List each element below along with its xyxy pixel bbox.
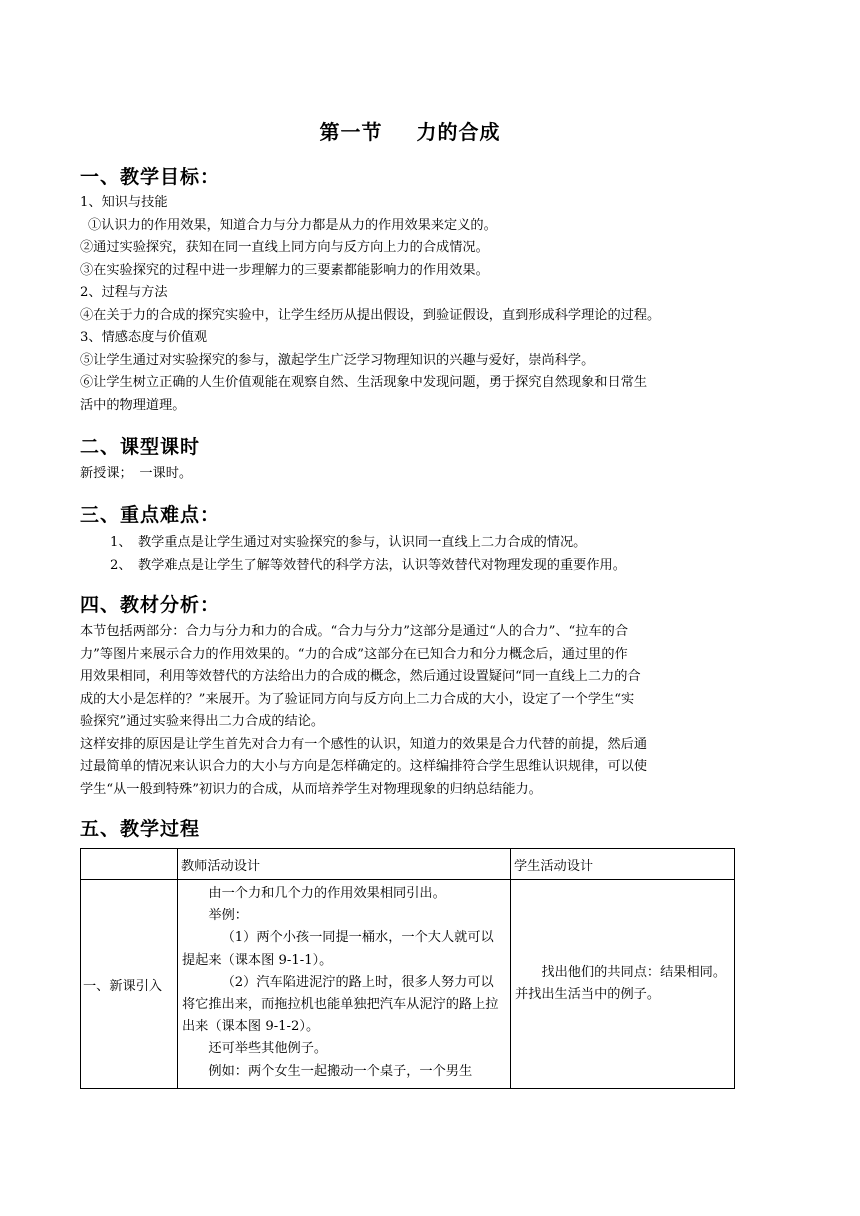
list-item-number: 1、: [110, 535, 132, 550]
header-cell-student: 学生活动设计: [511, 849, 735, 880]
analysis-line: 过最简单的情况来认识合力的大小与方向是怎样确定的。这样编排符合学生思维认识规律，可以使: [80, 759, 648, 774]
objective-line: ③在实验探究的过程中进一步理解力的三要素都能影响力的作用效果。: [80, 262, 489, 278]
objective-line: ⑤让学生通过对实验探究的参与，激起学生广泛学习物理知识的兴趣与爱好，崇尚科学。: [80, 352, 595, 368]
teacher-text: 例如：两个女生一起搬动一个桌子，一个男生: [208, 1063, 473, 1079]
analysis-line: 成的大小是怎样的？”来展开。为了验证同方向与反方向上二力合成的大小，设定了一个学生“实: [80, 691, 635, 707]
teacher-text: （2）汽车陷进泥泞的路上时，很多人努力可以将它推出来，而拖拉机也能单独把汽车从泥泞的路上拉出来（课本图 9-1-2）。: [182, 974, 499, 1035]
key-difficulties-list: [80, 532, 732, 577]
heading-teaching-process: 五、教学过程: [80, 818, 201, 840]
heading-lesson-type: 二、课型课时: [80, 436, 201, 458]
heading-teaching-objectives: 一、教学目标：: [80, 166, 221, 188]
analysis-line: 本节包括两部分：合力与分力和力的合成。“合力与分力”这部分是通过“人的合力”、“拉车的合: [80, 624, 629, 639]
teacher-text: 还可举些其他例子。: [208, 1041, 328, 1057]
list-item-text: 教学难点是让学生了解等效替代的科学方法，认识等效替代对物理发现的重要作用。: [138, 557, 626, 573]
list-item: [80, 555, 732, 578]
teaching-process-table: [80, 848, 735, 1089]
stage-cell: 一、新课引入: [81, 880, 178, 1089]
student-text: 找出他们的共同点：结果相同。并找出生活当中的例子。: [515, 964, 727, 1002]
title-topic: 力的合成: [416, 120, 501, 144]
teacher-activity-cell: [178, 880, 511, 1089]
teacher-text: （1）两个小孩一同提一桶水，一个大人就可以提起来（课本图 9-1-1）。: [182, 930, 494, 968]
page-title: [0, 116, 820, 145]
student-activity-cell: [511, 880, 735, 1089]
analysis-line: 学生“从一般到特殊”初识力的合成，从而培养学生对物理现象的归纳总结能力。: [80, 781, 542, 797]
objective-line: 1、知识与技能: [80, 195, 168, 210]
analysis-line: 用效果相同，利用等效替代的方法给出力的合成的概念，然后通过设置疑问“同一直线上二力的合: [80, 669, 641, 684]
objective-line: 3、情感态度与价值观: [80, 330, 208, 345]
table-row: [81, 880, 735, 1089]
objective-line: 活中的物理道理。: [80, 397, 186, 413]
table-header-row: [81, 849, 735, 880]
objective-line: ④在关于力的合成的探究实验中，让学生经历从提出假设，到验证假设，直到形成科学理论的过程。: [80, 307, 661, 323]
title-section-number: 第一节: [319, 120, 383, 144]
list-item-text: 教学重点是让学生通过对实验探究的参与，认识同一直线上二力合成的情况。: [138, 535, 587, 550]
heading-material-analysis: 四、教材分析：: [80, 594, 221, 616]
teacher-text: 举例：: [208, 908, 248, 924]
header-cell-empty: [81, 849, 178, 880]
objectives-body: [80, 192, 732, 417]
material-analysis-body: [80, 621, 732, 801]
objective-line: ①认识力的作用效果，知道合力与分力都是从力的作用效果来定义的。: [88, 217, 497, 233]
objective-line: ②通过实验探究，获知在同一直线上同方向与反方向上力的合成情况。: [80, 240, 489, 255]
heading-key-difficulties: 三、重点难点：: [80, 504, 221, 526]
lesson-type-text: 新授课； 一课时。: [80, 466, 193, 481]
objective-line: 2、过程与方法: [80, 285, 168, 300]
teacher-text: 由一个力和几个力的作用效果相同引出。: [208, 886, 446, 901]
analysis-line: 力”等图片来展示合力的作用效果的。“力的合成”这部分在已知合力和分力概念后，通过里的作: [80, 646, 628, 662]
header-cell-teacher: 教师活动设计: [178, 849, 511, 880]
list-item-number: 2、: [110, 557, 132, 573]
analysis-line: 验探究”通过实验来得出二力合成的结论。: [80, 714, 325, 729]
list-item: [80, 532, 732, 555]
objective-line: ⑥让学生树立正确的人生价值观能在观察自然、生活现象中发现问题，勇于探究自然现象和日常生: [80, 375, 648, 390]
analysis-line: 这样安排的原因是让学生首先对合力有一个感性的认识，知道力的效果是合力代替的前提，然后通: [80, 736, 648, 752]
